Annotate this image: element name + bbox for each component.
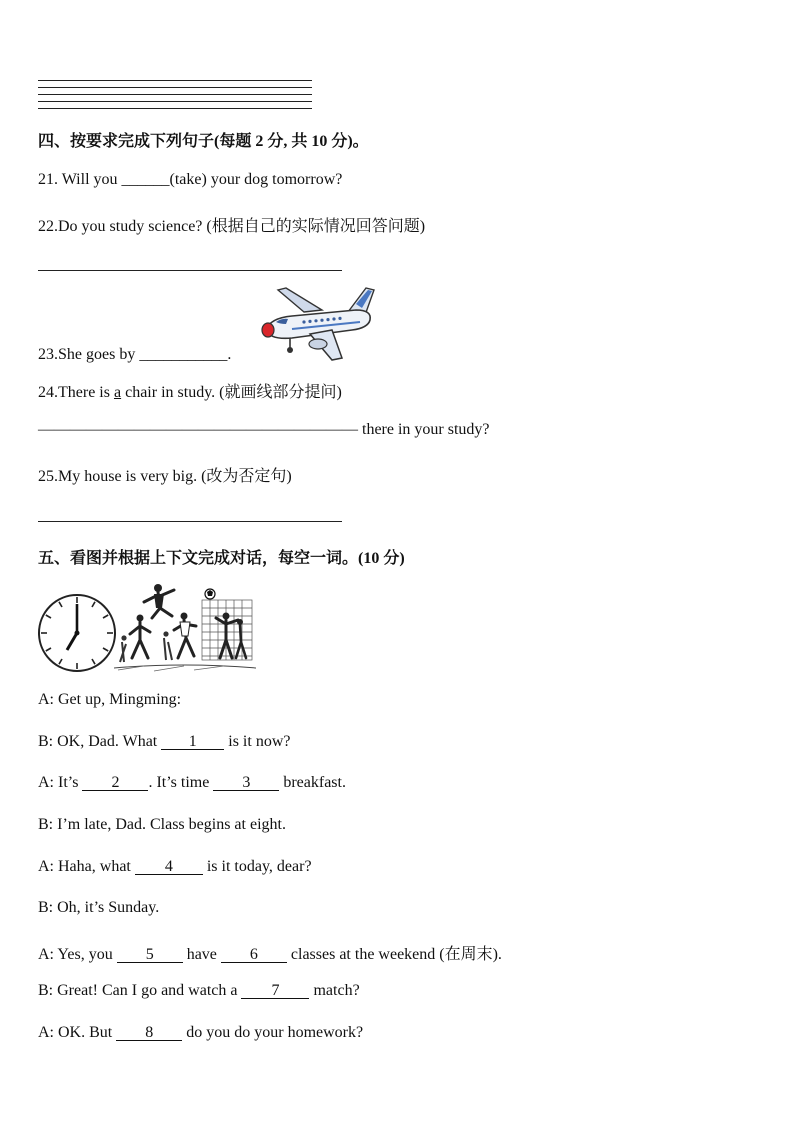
- q24-answer-post: there in your study?: [358, 421, 490, 438]
- question-22: 22.Do you study science? (根据自己的实际情况回答问题): [38, 218, 426, 235]
- section5-heading: 五、看图并根据上下文完成对话，每空一词。(10 分): [38, 550, 405, 567]
- dialogue-line-3: [38, 774, 346, 792]
- q21-text-post: (take) your dog tomorrow?: [169, 171, 343, 188]
- blank-4[interactable]: 4: [135, 859, 203, 875]
- answer-line-25[interactable]: [38, 521, 342, 522]
- dialogue-text: have: [182, 946, 221, 963]
- q23-text-pre: 23.She goes by: [38, 346, 140, 363]
- dialogue-text: A: It’s: [38, 774, 83, 791]
- dialogue-text: do you do your homework?: [182, 1024, 364, 1041]
- dialogue-text: A: Haha, what: [38, 858, 135, 875]
- blank-5[interactable]: 5: [117, 947, 183, 963]
- q23-text-post: .: [227, 346, 232, 363]
- q21-text-pre: 21. Will you: [38, 171, 122, 188]
- dialogue-text: breakfast.: [279, 774, 346, 791]
- soccer-players-icon: [114, 582, 256, 674]
- blank-8[interactable]: 8: [116, 1025, 182, 1041]
- blank-1[interactable]: 1: [161, 734, 224, 750]
- dialogue-line-7: [38, 941, 502, 964]
- dialogue-line-6: [38, 899, 159, 917]
- answer-24: [38, 421, 490, 439]
- question-25: 25.My house is very big. (改为否定句): [38, 468, 292, 485]
- clock-icon: [36, 592, 118, 674]
- dialogue-text: is it today, dear?: [202, 858, 312, 875]
- writing-line-5: [38, 108, 312, 109]
- section4-heading: 四、按要求完成下列句子(每题 2 分, 共 10 分)。: [38, 133, 369, 150]
- dialogue-text: A: Yes, you: [38, 946, 117, 963]
- writing-line-4: [38, 101, 312, 102]
- writing-line-2: [38, 87, 312, 88]
- question-24: [38, 379, 342, 402]
- blank-7[interactable]: 7: [241, 983, 309, 999]
- dialogue-line-9: [38, 1024, 363, 1042]
- dialogue-line-2: [38, 733, 290, 751]
- dialogue-text: B: Oh, it’s Sunday.: [38, 899, 160, 916]
- q24-text-pre: 24.There is: [38, 384, 114, 401]
- blank-2[interactable]: 2: [82, 775, 148, 791]
- dialogue-text: classes at the weekend (在周末).: [286, 946, 502, 963]
- writing-line-1: [38, 80, 312, 81]
- airplane-icon: [256, 282, 378, 364]
- dialogue-text: is it now?: [224, 733, 291, 750]
- writing-line-3: [38, 94, 312, 95]
- question-21: [38, 171, 342, 189]
- dialogue-line-8: [38, 982, 360, 1000]
- q24-answer-blank[interactable]: ————————————————————: [38, 421, 358, 438]
- dialogue-text: B: I’m late, Dad. Class begins at eight.: [38, 816, 286, 833]
- dialogue-text: match?: [309, 982, 360, 999]
- q21-blank[interactable]: ______: [121, 171, 170, 188]
- q24-underlined-word: a: [113, 384, 122, 401]
- question-23: [38, 346, 231, 364]
- q24-text-post: chair in study. (就画线部分提问): [121, 384, 342, 401]
- dialogue-text: B: OK, Dad. What: [38, 733, 162, 750]
- dialogue-line-5: [38, 858, 312, 876]
- dialogue-text: . It’s time: [148, 774, 214, 791]
- dialogue-text: A: OK. But: [38, 1024, 117, 1041]
- dialogue-line-4: [38, 816, 286, 834]
- answer-line-22[interactable]: [38, 270, 342, 271]
- q23-blank[interactable]: ___________: [139, 346, 228, 363]
- dialogue-line-1: [38, 691, 181, 709]
- blank-6[interactable]: 6: [221, 947, 287, 963]
- dialogue-text: A: Get up, Mingming:: [38, 691, 182, 708]
- dialogue-text: B: Great! Can I go and watch a: [38, 982, 242, 999]
- blank-3[interactable]: 3: [213, 775, 279, 791]
